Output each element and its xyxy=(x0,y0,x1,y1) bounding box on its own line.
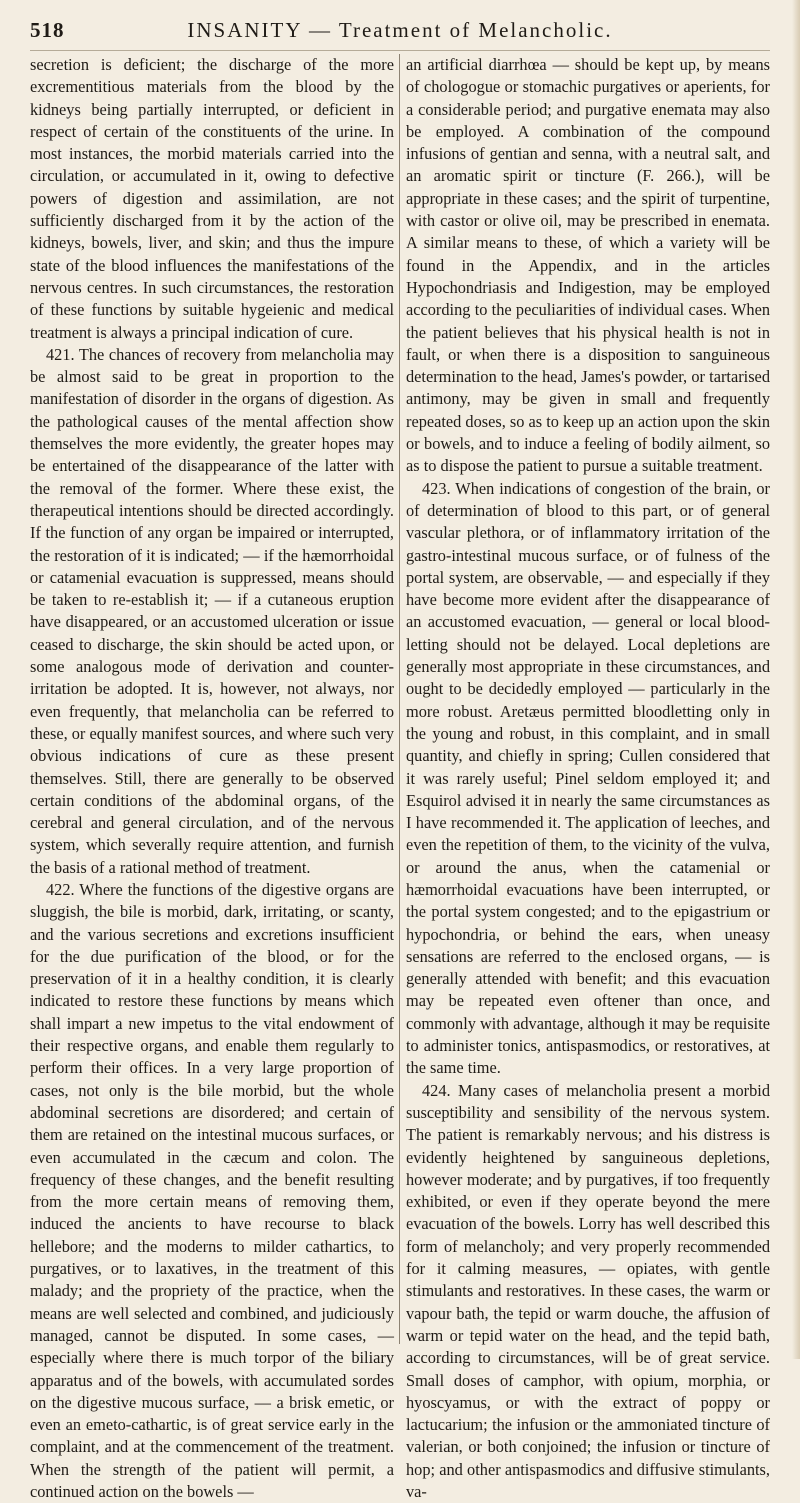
paragraph-421: 421. The chances of recovery from melancholia may be almost said to be great in proportion to the manifestation of disorder in the organs of digestion. As the pathological causes of the mental affection show themselves the more evidently, the greater hopes may be entertained of the disappearance of the latter with the removal of the former. Where these exist, the therapeutical intentions should be directed accordingly. If the function of any organ be impaired or interrupted, the restoration of it is indicated; — if the hæmorrhoidal or catamenial evacuation is suppressed, means should be taken to re-establish it; — if a cutaneous eruption have disappeared, or an accustomed ulceration or issue ceased to discharge, the skin should be acted upon, or some analogous mode of derivation and counter-irritation be adopted. It is, however, not always, nor even frequently, that melancholia can be referred to these, or equally manifest sources, and where such very obvious indications of cure as these present themselves. Still, there are generally to be observed certain conditions of the abdominal organs, of the cerebral and general circulation, and of the nervous system, which severally require attention, and furnish the basis of a rational method of treatment. xyxy=(30,344,394,877)
paragraph: an artificial diarrhœa — should be kept up, by means of chologogue or stomachic purgatives or aperients, for a considerable period; and purgative enemata may also be employed. A combination of the compound infusions of gentian and senna, with a neutral salt, and an aromatic spirit or tincture (F. 266.), will be appropriate in these cases; and the spirit of turpentine, with castor or olive oil, may be prescribed in enemata. A similar means to these, of which a variety will be found in the Appendix, and in the articles Hypochondriasis and Indigestion, may be employed according to the peculiarities of individual cases. When the patient believes that his physical health is not in fault, or when there is a disposition to sanguineous determination to the head, James's powder, or tartarised antimony, may be given in small and frequently repeated doses, so as to keep up an action upon the skin or bowels, and to induce a feeling of bodily ailment, so as to dispose the patient to pursue a suitable treatment. xyxy=(406,55,771,476)
paragraph: secretion is deficient; the discharge of the more excrementitious materials from the blood by the kidneys being partially interrupted, or deficient in respect of certain of the constituents of the urine. In most instances, the morbid materials carried into the circulation, or accumulated in it, owing to defective powers of digestion and assimilation, are not sufficiently discharged from it by the action of the kidneys, bowels, liver, and skin; and thus the impure state of the blood influences the manifestations of the nervous centres. In such circumstances, the restoration of these functions by suitable hygeienic and medical treatment is always a principal indication of cure. xyxy=(30,55,394,342)
book-page xyxy=(30,18,771,1501)
column-divider xyxy=(399,54,400,1344)
running-head: INSANITY — Treatment of Melancholic. xyxy=(187,18,613,42)
right-column xyxy=(406,54,771,1501)
paragraph-424: 424. Many cases of melancholia present a morbid susceptibility and sensibility of the nervous system. The patient is remarkably nervous; and his distress is evidently heightened by sanguineous depletions, however moderate; and by purgatives, if too frequently exhibited, or even if they operate beyond the mere evacuation of the bowels. Lorry has well described this form of melancholy; and very properly recommended for it calming measures, — opiates, with gentle stimulants and restoratives. In these cases, the warm or vapour bath, the tepid or warm douche, the affusion of warm or tepid water on the head, and the tepid bath, according to circumstances, will be of great service. Small doses of camphor, with opium, morphia, or hyoscyamus, or with the extract of poppy or lactucarium; the infusion or the ammoniated tincture of valerian, or both conjoined; the infusion or tincture of hop; and other antispasmodics and diffusive stimulants, va- xyxy=(406,1080,770,1501)
paragraph-423: 423. When indications of congestion of the brain, or of determination of blood to this part, or of general vascular plethora, or of inflammatory irritation of the gastro-intestinal mucous surface, or of fulness of the portal system, are observable, — and especially if they have become more evident after the disappearance of an accustomed evacuation, — general or local blood-letting should not be delayed. Local depletions are generally most appropriate in these circumstances, and ought to be decidedly employed — particularly in the more robust. Aretæus permitted bloodletting only in the young and robust, in this complaint, and in small quantity, and chiefly in spring; Cullen considered that it was rarely useful; Pinel seldom employed it; and Esquirol advised it in nearly the same circumstances as I have recommended it. The application of leeches, and even the repetition of them, to the vicinity of the vulva, or around the anus, when the catamenial or hæmorrhoidal evacuations have been interrupted, or the portal system congested; and to the epigastrium or hypochondria, or behind the ears, when uneasy sensations are referred to the enclosed organs, — is generally attended with benefit; and this evacuation may be repeated even oftener than once, and commonly with advantage, although it may be requisite to administer tonics, antispasmodics, or restoratives, at the same time. xyxy=(406,478,771,1078)
text-columns xyxy=(30,54,771,1501)
page-edge-shadow xyxy=(792,0,800,1359)
page-number: 518 xyxy=(30,18,65,42)
left-column xyxy=(30,54,394,1501)
page-header xyxy=(30,18,770,51)
paragraph-422: 422. Where the functions of the digestive organs are sluggish, the bile is morbid, dark, irritating, or scanty, and the various secretions and excretions insufficient for the due purification of the blood, or for the preservation of it in a healthy condition, it is clearly indicated to restore these functions by means which shall impart a new impetus to the vital endowment of their respective organs, and enable them regularly to perform their offices. In a very large proportion of cases, not only is the bile morbid, but the whole abdominal secretions are disordered; and certain of them are retained on the intestinal mucous surfaces, or even accumulated in the cæcum and colon. The frequency of these changes, and the benefit resulting from the more certain means of removing them, induced the ancients to have recourse to black hellebore; and the moderns to milder cathartics, to purgatives, or to laxatives, in the treatment of this malady; and the propriety of the practice, when the means are well selected and combined, and judiciously managed, cannot be disputed. In some cases, — especially where there is much torpor of the biliary apparatus and of the bowels, with accumulated sordes on the digestive mucous surface, — a brisk emetic, or even an emeto-cathartic, is of great service early in the complaint, and at the commencement of the treatment. When the strength of the patient will permit, a continued action on the bowels — xyxy=(30,879,394,1501)
